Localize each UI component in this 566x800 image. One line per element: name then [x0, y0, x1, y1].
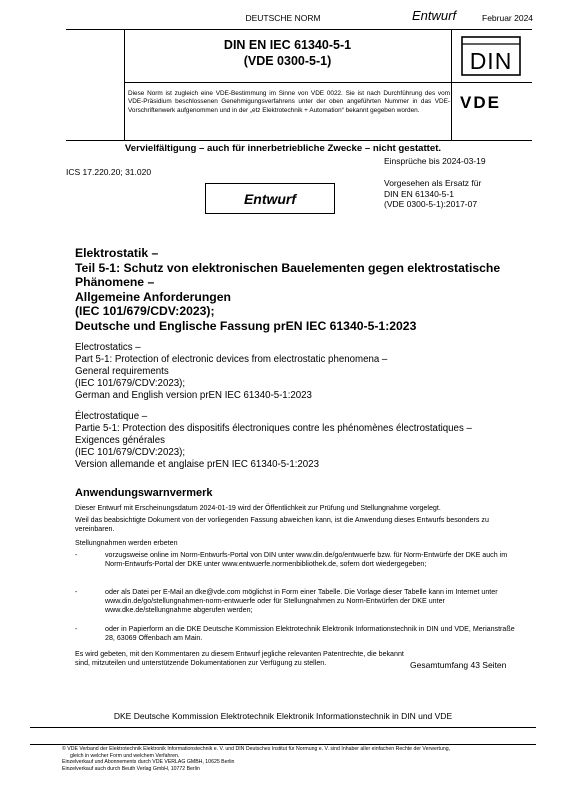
- header-divider-right: [451, 29, 452, 140]
- title-english: [75, 342, 545, 402]
- title-fr-line: Exigences générales: [75, 435, 165, 446]
- replacement-line: DIN EN 61340-5-1: [384, 188, 454, 199]
- din-logo-text: DIN: [469, 48, 513, 74]
- warning-closing: Es wird gebeten, mit den Kommentaren zu diesem Entwurf jegliche relevanten Patentrechte, die bekannt sind, mitzuteilen und unterstützende Dokumentationen zur Verfügung zu stellen.: [75, 650, 404, 668]
- ics-codes: ICS 17.220.20; 31.020: [66, 167, 152, 177]
- title-de-line: Teil 5-1: Schutz von elektronischen Bauelementen gegen elektrostatische: [75, 260, 501, 275]
- status-label: Entwurf: [412, 8, 457, 23]
- title-fr-line: Électrostatique –: [75, 411, 148, 422]
- list-item: - vorzugsweise online im Norm-Entwurfs-Portal von DIN unter www.din.de/go/entwuerfe bzw. für Norm-Entwürfe der DKE auch im Norm-Entwurfs-Portal der DKE unter www.entwuerfe.normenbibliothek.de, sofern dort wiedergegeben;: [75, 551, 525, 579]
- footer-line: Einzelverkauf und Abonnements durch VDE VERLAG GMBH, 10625 Berlin: [62, 759, 235, 766]
- title-fr-line: Partie 5-1: Protection des dispositifs électroniques contre les phénomènes électrostatiques –: [75, 423, 472, 434]
- footer: [62, 746, 542, 772]
- footer-line: gleich in welcher Form und welchem Verfahren.: [70, 752, 180, 759]
- document-number-block: [125, 37, 450, 69]
- replacement-line: Vorgesehen als Ersatz für: [384, 178, 482, 188]
- vde-logo: VDE: [460, 93, 501, 112]
- draft-box-label: Entwurf: [243, 190, 297, 207]
- warning-paragraph: Stellungnahmen werden erbeten: [75, 539, 178, 547]
- dke-line: DKE Deutsche Kommission Elektrotechnik Elektronik Informationstechnik in DIN und VDE: [113, 711, 453, 721]
- footer-rule-bottom: [30, 744, 536, 745]
- title-en-line: German and English version prEN IEC 61340-5-1:2023: [75, 390, 312, 401]
- title-en-line: Part 5-1: Protection of electronic devices from electrostatic phenomena –: [75, 354, 388, 365]
- objection-deadline: Einsprüche bis 2024-03-19: [384, 156, 486, 166]
- header-rule-top: [66, 29, 532, 30]
- warning-paragraph: Dieser Entwurf mit Erscheinungsdatum 2024-01-19 wird der Öffentlichkeit zur Prüfung und Stellungnahme vorgelegt.: [75, 504, 441, 512]
- norm-label: DEUTSCHE NORM: [245, 13, 321, 23]
- draft-box: [205, 183, 335, 214]
- document-number: DIN EN IEC 61340-5-1: [223, 38, 352, 52]
- title-en-line: General requirements: [75, 366, 169, 377]
- replacement-info: [384, 178, 481, 210]
- publication-date: Februar 2024: [482, 13, 534, 23]
- footer-line: Einzelverkauf auch durch Beuth Verlag GmbH, 10772 Berlin: [62, 765, 200, 772]
- list-item: - oder als Datei per E-Mail an dke@vde.com möglichst in Form einer Tabelle. Die Vorlage dieser Tabelle kann im Internet unter www.din.de/go/stellungnahmen-norm-entwuerfe oder für Stellungnahmen zu Norm-Entwürfen der DKE unter www.dke.de/stellungnahme abgerufen werden;: [75, 588, 525, 616]
- title-en-line: (IEC 101/679/CDV:2023);: [75, 378, 186, 389]
- title-french: [75, 411, 545, 471]
- list-item-text: oder als Datei per E-Mail an dke@vde.com möglichst in Form einer Tabelle. Die Vorlage dieser Tabelle kann im Internet unter www.din.de/go/stellungnahmen-norm-entwuerfe oder für Stellungnahmen zu Norm-Entwürfen der DKE unter www.dke.de/stellungnahme abgerufen werden;: [105, 588, 498, 615]
- total-pages: Gesamtumfang 43 Seiten: [410, 660, 507, 670]
- list-item-text: oder in Papierform an die DKE Deutsche Kommission Elektrotechnik Elektronik Informationstechnik in DIN und VDE, Merianstraße 28, 63069 Offenbach am Main.: [105, 625, 515, 643]
- replacement-line: (VDE 0300-5-1):2017-07: [384, 199, 478, 209]
- title-de-line: Allgemeine Anforderungen: [75, 289, 231, 304]
- title-de-line: Phänomene –: [75, 275, 155, 290]
- header-rule-middle: [124, 82, 532, 83]
- title-de-line: Deutsche und Englische Fassung prEN IEC 61340-5-1:2023: [75, 318, 417, 333]
- title-german: [75, 246, 535, 334]
- title-en-line: Electrostatics –: [75, 342, 141, 353]
- copyright-notice: Vervielfältigung – auch für innerbetriebliche Zwecke – nicht gestattet.: [124, 143, 442, 154]
- vde-number: (VDE 0300-5-1): [243, 54, 332, 68]
- title-de-line: Elektrostatik –: [75, 246, 159, 260]
- title-fr-line: (IEC 101/679/CDV:2023);: [75, 447, 186, 458]
- warning-paragraph: Weil das beabsichtigte Dokument von der vorliegenden Fassung abweichen kann, ist die Anwendung dieses Entwurfs besonders zu vereinbaren.: [75, 516, 489, 534]
- list-item: - oder in Papierform an die DKE Deutsche Kommission Elektrotechnik Elektronik Informationstechnik in DIN und VDE, Merianstraße 28, 63069 Offenbach am Main.: [75, 625, 525, 645]
- warning-heading: Anwendungswarnvermerk: [75, 487, 213, 499]
- title-fr-line: Version allemande et anglaise prEN IEC 61340-5-1:2023: [75, 459, 319, 470]
- title-de-line: (IEC 101/679/CDV:2023);: [75, 304, 215, 319]
- footer-rule-top: [30, 727, 536, 728]
- footer-line: © VDE Verband der Elektrotechnik Elektronik Informationstechnik e. V. und DIN Deutsches Institut für Normung e. V. sind Inhaber aller einfachen Rechte der Verwertung,: [62, 746, 451, 752]
- vde-notice: Diese Norm ist zugleich eine VDE-Bestimmung im Sinne von VDE 0022. Sie ist nach Durchführung des vom VDE-Präsidium beschlossenen Genehmigungsverfahrens unter der oben angeführten Nummer in das VDE-Vorschriftenwerk aufgenommen und in der „etz Elektrotechnik + Automation“ bekannt gegeben worden.: [128, 90, 450, 114]
- din-logo: [461, 36, 521, 76]
- list-item-text: vorzugsweise online im Norm-Entwurfs-Portal von DIN unter www.din.de/go/entwuerfe bzw. für Norm-Entwürfe der DKE auch im Norm-Entwurfs-Portal der DKE unter www.entwuerfe.normenbibliothek.de, sofern dort wiedergegeben;: [105, 551, 508, 569]
- header-rule-bottom: [66, 140, 532, 141]
